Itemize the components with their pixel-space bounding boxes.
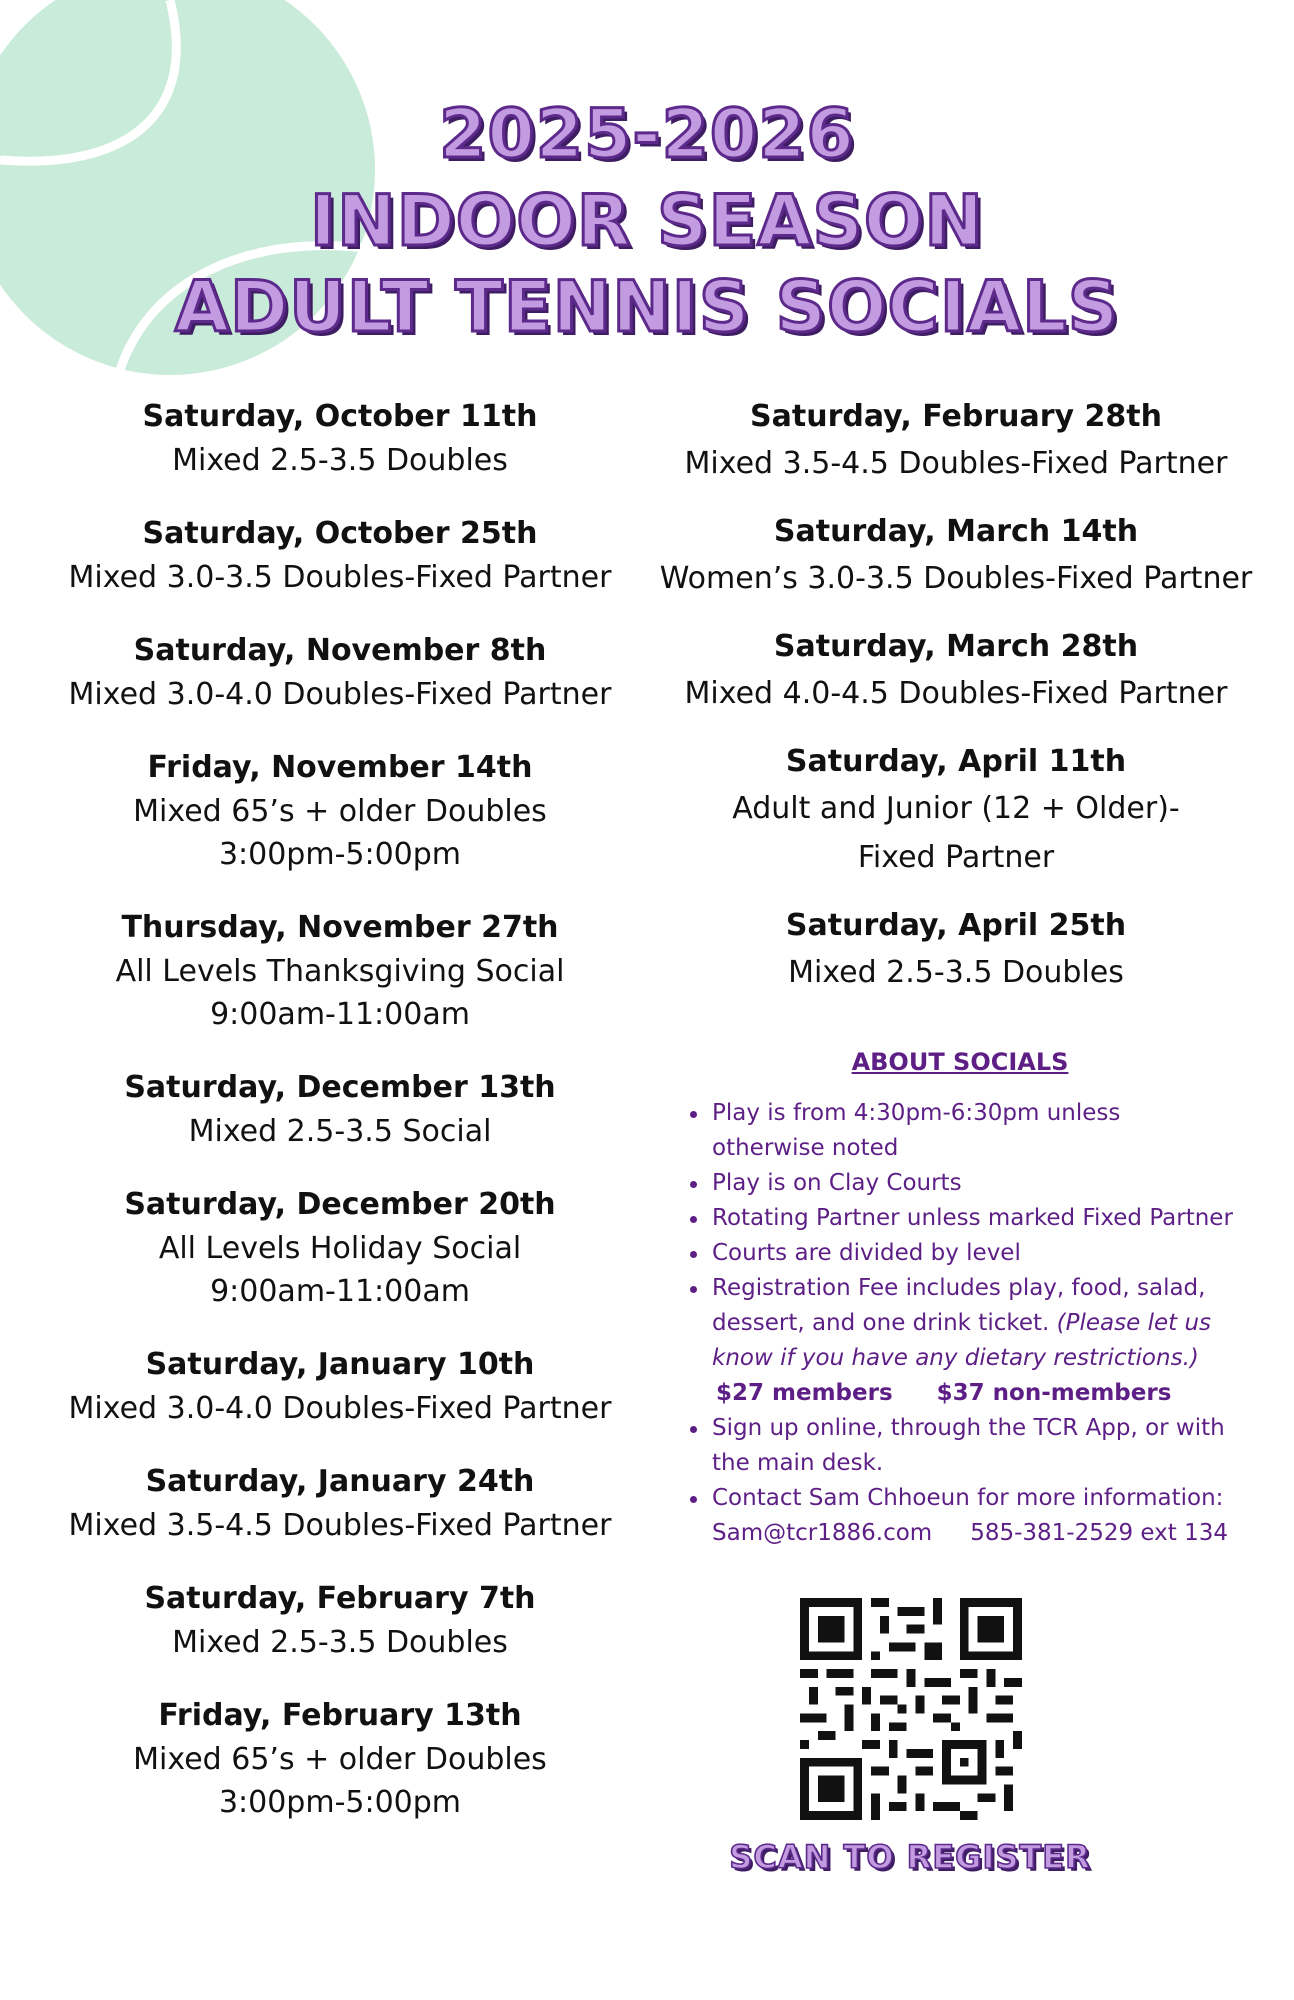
event-date: Saturday, October 11th — [142, 399, 538, 434]
event-date: Saturday, April 25th — [785, 908, 1127, 943]
about-heading: ABOUT SOCIALS — [851, 1048, 1069, 1076]
event-item — [40, 746, 640, 876]
event-item — [40, 629, 640, 716]
event-date: Saturday, April 11th — [785, 744, 1127, 779]
event-description: Mixed 2.5-3.5 Doubles — [788, 955, 1124, 990]
event-description: Mixed 3.0-3.5 Doubles-Fixed Partner — [68, 560, 612, 595]
member-price: $27 members — [716, 1380, 893, 1406]
event-date: Friday, November 14th — [147, 750, 533, 785]
event-item — [40, 512, 640, 599]
event-date: Saturday, March 14th — [773, 514, 1139, 549]
event-date: Thursday, November 27th — [121, 910, 559, 945]
event-description: Mixed 3.0-4.0 Doubles-Fixed Partner — [68, 677, 612, 712]
fee-note: (Please let us know if you have any dietary restrictions.) — [712, 1310, 1212, 1371]
about-bullet-signup: Sign up online, through the TCR App, or with the main desk. — [712, 1411, 1240, 1481]
event-description: Mixed 3.5-4.5 Doubles-Fixed Partner — [684, 446, 1228, 481]
contact-email[interactable]: Sam@tcr1886.com — [712, 1520, 933, 1546]
right-schedule — [650, 395, 1262, 1019]
qr-code-icon[interactable] — [800, 1598, 1022, 1820]
about-bullet-contact — [712, 1481, 1240, 1551]
event-time: 3:00pm-5:00pm — [218, 837, 462, 872]
event-item — [40, 1183, 640, 1313]
event-description: Mixed 65’s + older Doubles — [133, 1742, 547, 1777]
event-description: All Levels Holiday Social — [158, 1231, 522, 1266]
event-date: Saturday, December 13th — [124, 1070, 556, 1105]
page-title — [0, 92, 1294, 350]
event-item — [40, 1460, 640, 1547]
about-list-2 — [680, 1411, 1240, 1551]
event-description: Mixed 2.5-3.5 Doubles — [172, 443, 508, 478]
event-time: 3:00pm-5:00pm — [218, 1785, 462, 1820]
event-date: Saturday, October 25th — [142, 516, 538, 551]
left-schedule — [40, 395, 640, 1854]
event-item — [40, 906, 640, 1036]
event-item — [650, 510, 1262, 603]
event-date: Saturday, February 7th — [144, 1581, 536, 1616]
about-bullet: Play is from 4:30pm-6:30pm unless otherwise noted — [712, 1096, 1240, 1166]
event-time: 9:00am-11:00am — [210, 1274, 470, 1309]
event-date: Saturday, December 20th — [124, 1187, 556, 1222]
event-description: Mixed 4.0-4.5 Doubles-Fixed Partner — [684, 676, 1228, 711]
event-item — [650, 740, 1262, 882]
scan-to-register-label: SCAN TO REGISTER — [729, 1838, 1091, 1876]
event-date: Saturday, February 28th — [750, 399, 1162, 434]
event-date: Saturday, March 28th — [773, 629, 1139, 664]
event-description: All Levels Thanksgiving Social — [115, 954, 565, 989]
event-description: Mixed 3.5-4.5 Doubles-Fixed Partner — [68, 1508, 612, 1543]
contact-phone[interactable]: 585-381-2529 ext 134 — [970, 1520, 1229, 1546]
event-date: Friday, February 13th — [158, 1698, 522, 1733]
event-date: Saturday, January 10th — [145, 1347, 535, 1382]
event-item — [40, 1066, 640, 1153]
event-description: Mixed 2.5-3.5 Social — [188, 1114, 492, 1149]
event-item — [40, 1343, 640, 1430]
contact-text: Contact Sam Chhoeun for more information: — [712, 1485, 1224, 1511]
event-item — [650, 625, 1262, 718]
title-years: 2025-2026 — [439, 95, 855, 174]
about-bullet: Rotating Partner unless marked Fixed Partner — [712, 1201, 1240, 1236]
title-socials: ADULT TENNIS SOCIALS — [174, 266, 1120, 348]
about-bullet: Play is on Clay Courts — [712, 1166, 1240, 1201]
event-description: Mixed 2.5-3.5 Doubles — [172, 1625, 508, 1660]
event-description: Mixed 65’s + older Doubles — [133, 794, 547, 829]
title-season: INDOOR SEASON — [310, 180, 984, 262]
price-line — [680, 1376, 1240, 1411]
event-description: Women’s 3.0-3.5 Doubles-Fixed Partner — [659, 561, 1253, 596]
about-bullet-fee — [712, 1271, 1240, 1376]
event-description: Mixed 3.0-4.0 Doubles-Fixed Partner — [68, 1391, 612, 1426]
about-bullet: Courts are divided by level — [712, 1236, 1240, 1271]
event-item — [650, 395, 1262, 488]
about-list — [680, 1096, 1240, 1376]
event-time: 9:00am-11:00am — [210, 997, 470, 1032]
nonmember-price: $37 non-members — [936, 1380, 1172, 1406]
about-socials — [680, 1048, 1240, 1551]
event-date: Saturday, January 24th — [145, 1464, 535, 1499]
fee-text: Registration Fee includes play, food, salad, dessert, and one drink ticket. — [712, 1275, 1206, 1336]
event-item — [40, 1577, 640, 1664]
event-item — [650, 904, 1262, 997]
event-description: Adult and Junior (12 + Older)-Fixed Partner — [732, 791, 1180, 875]
event-item — [40, 395, 640, 482]
event-item — [40, 1694, 640, 1824]
event-date: Saturday, November 8th — [133, 633, 547, 668]
